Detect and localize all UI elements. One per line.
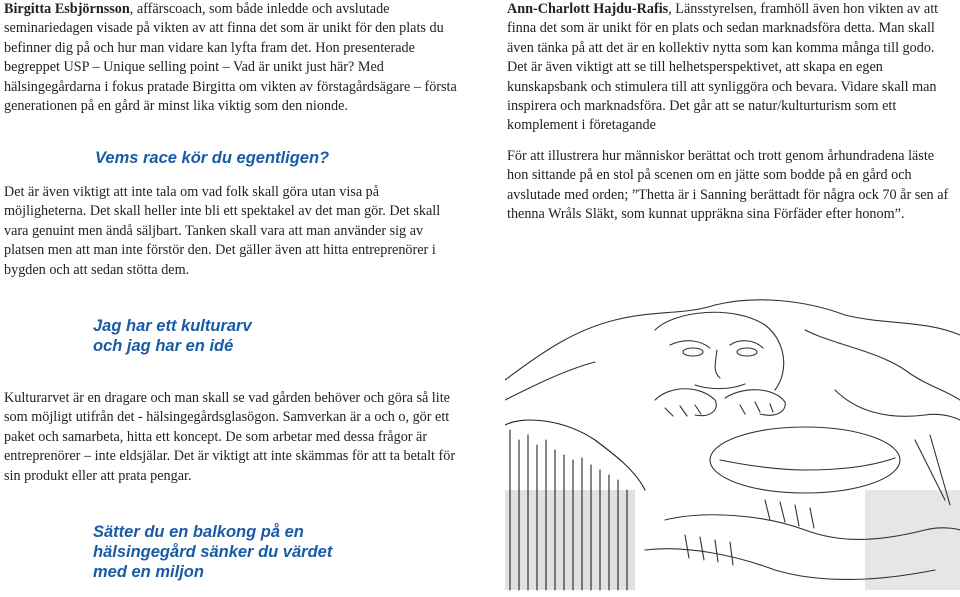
paragraph-mojligheter-text: Det är även viktigt att inte tala om vad folk skall göra utan visa på möjligheterna. Det skall heller inte bli ett spektakel av det man gör. Det skall vara genuint men ändå säljbart. Tanken skall vara att man använder sig av platsen men att man inte förstör den. Det gäller även att hitta entreprenörer i bygden och att sedan stötta dem. bbox=[4, 184, 441, 278]
intro-text-right: , Länsstyrelsen, framhöll även hon vikten av att finna det som är unikt för en plats och sedan marknadsföra detta. Man skall även tänka på att det är en kollektiv nytta som kan komma många till godo. Det är även viktigt att se till helhetsperspektivet, att skapa en egen kunskapsbank och stimulera till att synliggöra och bevara. Vidare skall man inspirera och marknadsföra. Det går att se natur/kulturturism som ett komplement i företagande bbox=[507, 1, 939, 134]
heading-kulturarv bbox=[93, 316, 252, 356]
heading-balkong-line1: Sätter du en balkong på en bbox=[93, 523, 304, 541]
intro-text-left: , affärscoach, som både inledde och avslutade seminariedagen visade på vikten av att finna det som är unikt för den plats du befinner dig på och hur man vidare kan lyfta fram det. Hon presenterade begreppet USP – Unique selling point – Vad är unikt just här? Med hälsingegårdarna i fokus pratade Birgitta om vikten av förstagårdsägare – första generationen på en gård är minst lika viktig som den nionde. bbox=[4, 1, 457, 115]
intro-paragraph-right bbox=[507, 0, 957, 136]
right-column bbox=[507, 0, 957, 136]
speaker-name-ann-charlott: Ann-Charlott Hajdu-Rafis bbox=[507, 1, 669, 17]
paragraph-kulturarvet-text: Kulturarvet är en dragare och man skall se vad gården behöver och göra så lite som möjligt utifrån det - hälsingegårdsglasögon. Samverkan är a och o, gör ett paket och samarbeta, hitta ett koncept. De som arbetar med dessa frågor är entreprenörer – inte eldsjälar. Det är viktigt att inte skämmas för att ta betalt för sin produkt eller att prata pengar. bbox=[4, 390, 456, 484]
heading-vems-race: Vems race kör du egentligen? bbox=[95, 149, 330, 167]
heading-kulturarv-line2: och jag har en idé bbox=[93, 337, 234, 355]
paragraph-jatte bbox=[507, 147, 957, 225]
paragraph-mojligheter bbox=[4, 183, 459, 280]
heading-kulturarv-line1: Jag har ett kulturarv bbox=[93, 317, 252, 335]
heading-balkong-line2: hälsingegård sänker du värdet bbox=[93, 543, 333, 561]
heading-balkong-line3: med en miljon bbox=[93, 563, 204, 581]
paragraph-jatte-text: För att illustrera hur människor berättat och trott genom århundradena läste hon sittande på en stol på scenen om en jätte som bodde på en gård och avslutade med orden; ”Thetta är i Sanning berättadt för några ock 70 år sen af thenna Wråls Släkt, som kunnat uppräkna sina Förfäder efter honom”. bbox=[507, 148, 949, 223]
left-column bbox=[4, 0, 459, 116]
giant-landscape-sketch-icon bbox=[505, 290, 960, 597]
paragraph-kulturarvet bbox=[4, 389, 459, 486]
heading-balkong bbox=[93, 522, 332, 582]
speaker-name-birgitta: Birgitta Esbjörnsson bbox=[4, 1, 130, 17]
intro-paragraph-left bbox=[4, 0, 459, 116]
